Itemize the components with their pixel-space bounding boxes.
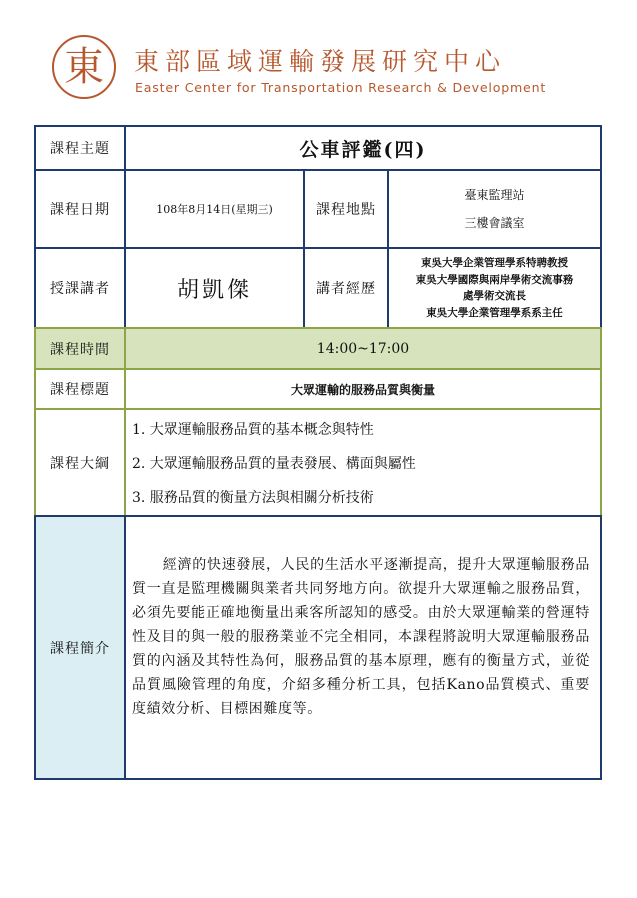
row-title	[34, 368, 602, 410]
outline-item: 2. 大眾運輸服務品質的量表發展、構面與屬性	[132, 456, 416, 472]
outline-item: 3. 服務品質的衡量方法與相關分析技術	[132, 490, 374, 506]
title-value: 大眾運輸的服務品質與衡量	[124, 368, 602, 410]
title-label: 課程標題	[34, 368, 126, 410]
logo	[52, 35, 116, 99]
experience-line: 東吳大學企業管理學系系主任	[426, 306, 563, 319]
lecturer-label: 授課講者	[34, 247, 126, 329]
lecturer-value: 胡凱傑	[124, 247, 305, 329]
experience-value	[387, 247, 602, 329]
row-topic	[34, 125, 602, 171]
location-value	[387, 169, 602, 249]
row-intro	[34, 515, 602, 780]
topic-value: 公車評鑑(四)	[124, 125, 602, 171]
org-name-en: Easter Center for Transportation Research & Development	[135, 80, 547, 95]
row-outline	[34, 408, 602, 517]
row-time	[34, 327, 602, 370]
row-lecturer	[34, 247, 602, 329]
date-value: 108年8月14日(星期三)	[124, 169, 305, 249]
intro-text-cell	[124, 515, 602, 780]
outline-list	[124, 408, 602, 517]
date-label: 課程日期	[34, 169, 126, 249]
time-label: 課程時間	[34, 327, 126, 370]
header	[52, 30, 612, 110]
location-label: 課程地點	[303, 169, 389, 249]
course-table	[34, 125, 602, 780]
topic-label: 課程主題	[34, 125, 126, 171]
location-line: 臺東監理站	[464, 188, 525, 202]
outline-item: 1. 大眾運輸服務品質的基本概念與特性	[132, 422, 374, 438]
experience-line: 東吳大學國際與兩岸學術交流事務	[415, 273, 574, 286]
experience-line: 處學術交流長	[463, 290, 526, 302]
org-name: 東部區域運輸發展研究中心	[134, 47, 507, 76]
intro-label: 課程簡介	[34, 515, 126, 780]
location-line: 三樓會議室	[464, 216, 525, 230]
logo-char: 東	[64, 44, 104, 90]
experience-line: 東吳大學企業管理學系特聘教授	[421, 257, 568, 269]
outline-label: 課程大綱	[34, 408, 126, 517]
row-date	[34, 169, 602, 249]
time-value: 14:00~17:00	[124, 327, 602, 370]
intro-text: 經濟的快速發展，人民的生活水平逐漸提高，提升大眾運輸服務品質一直是監理機關與業者共同努地方向。欲提升大眾運輸之服務品質，必須先要能正確地衡量出乘客所認知的感受。由於大眾運輸業的營運特性及目的與一般的服務業並不完全相同，本課程將說明大眾運輸服務品質的內涵及其特性為何，服務品質的基本原理，應有的衡量方式，並從品質風險管理的角度，介紹多種分析工具，包括Kano品質模式、重要度績效分析、目標困難度等。	[132, 557, 590, 717]
experience-label: 講者經歷	[303, 247, 389, 329]
